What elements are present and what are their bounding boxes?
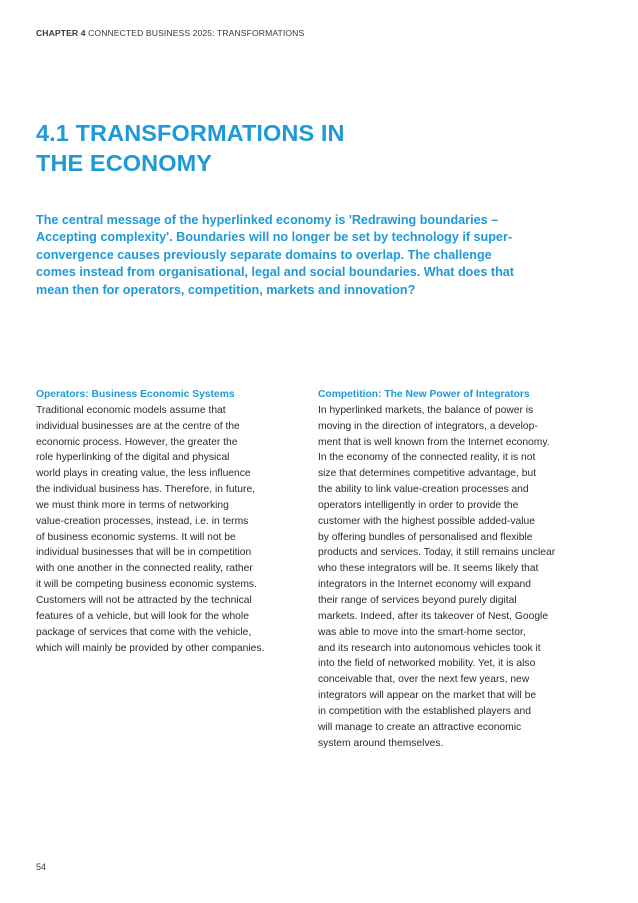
body-line: Customers will not be attracted by the technical	[36, 594, 252, 606]
body-line: In hyperlinked markets, the balance of power is	[318, 404, 534, 416]
body-line: value-creation processes, instead, i.e. in terms	[36, 515, 249, 527]
right-column-heading: Competition: The New Power of Integrators	[318, 389, 530, 400]
left-column-body	[36, 403, 298, 657]
intro-line: Accepting complexity'. Boundaries will no longer be set by technology if super-	[36, 230, 513, 245]
body-line: their range of services beyond purely digital	[318, 594, 517, 606]
chapter-label: CHAPTER 4	[36, 28, 86, 38]
body-line: conceivable that, over the next few years, new	[318, 674, 530, 686]
page-number: 54	[36, 862, 47, 872]
right-column-body	[318, 403, 590, 752]
section-title	[36, 118, 345, 178]
intro-line: convergence causes previously separate domains to overlap. The challenge	[36, 247, 492, 262]
body-line: world plays in creating value, the less influence	[36, 468, 251, 480]
body-line: products and services. Today, it still remains unclear	[318, 547, 556, 559]
intro-line: mean then for operators, competition, markets and innovation?	[36, 282, 416, 297]
body-line: and its research into autonomous vehicles took it	[318, 642, 541, 654]
body-line: features of a vehicle, but will look for the whole	[36, 610, 249, 622]
intro-paragraph	[36, 212, 606, 299]
body-line: moving in the direction of integrators, a develop-	[318, 420, 538, 432]
section-title-line: THE ECONOMY	[36, 150, 213, 176]
body-line: it will be competing business economic systems.	[36, 579, 257, 591]
body-line: who these integrators will be. It seems likely that	[318, 563, 539, 575]
body-line: economic process. However, the greater the	[36, 436, 238, 448]
body-line: will manage to create an attractive economic	[318, 721, 522, 733]
body-line: with one another in the connected reality, rather	[36, 563, 253, 575]
body-line: integrators in the Internet economy will expand	[318, 579, 531, 591]
body-line: size that determines competitive advantage, but	[318, 468, 537, 480]
intro-line: comes instead from organisational, legal and social boundaries. What does that	[36, 265, 514, 280]
body-line: of business economic systems. It will not be	[36, 531, 236, 543]
left-column	[36, 387, 298, 656]
right-column	[318, 387, 590, 751]
body-line: individual businesses that will be in competition	[36, 547, 252, 559]
body-line: individual businesses are at the centre of the	[36, 420, 240, 432]
running-header	[36, 28, 304, 38]
chapter-title: CONNECTED BUSINESS 2025: TRANSFORMATIONS	[88, 28, 305, 38]
body-line: package of services that come with the vehicle,	[36, 626, 252, 638]
body-line: In the economy of the connected reality, it is not	[318, 452, 536, 464]
body-line: ment that is well known from the Internet economy.	[318, 436, 550, 448]
body-line: into the field of networked mobility. Yet, it is also	[318, 658, 536, 670]
body-line: the ability to link value-creation processes and	[318, 484, 529, 496]
body-line: Traditional economic models assume that	[36, 404, 226, 416]
body-line: in competition with the established players and	[318, 705, 531, 717]
body-line: integrators will appear on the market that will be	[318, 690, 537, 702]
body-line: system around themselves.	[318, 737, 444, 749]
body-line: the individual business has. Therefore, in future,	[36, 484, 256, 496]
intro-line: The central message of the hyperlinked economy is 'Redrawing boundaries –	[36, 213, 499, 227]
body-line: role hyperlinking of the digital and physical	[36, 452, 230, 464]
body-line: customer with the highest possible added-value	[318, 515, 535, 527]
body-line: operators intelligently in order to provide the	[318, 499, 519, 511]
body-line: markets. Indeed, after its takeover of Nest, Google	[318, 610, 549, 622]
body-line: by offering bundles of personalised and flexible	[318, 531, 533, 543]
left-column-heading: Operators: Business Economic Systems	[36, 389, 235, 400]
body-line: we must think more in terms of networking	[36, 499, 229, 511]
body-line: was able to move into the smart-home sector,	[318, 626, 526, 638]
body-line: which will mainly be provided by other companies.	[36, 642, 265, 654]
section-title-line: 4.1 TRANSFORMATIONS IN	[36, 120, 345, 146]
